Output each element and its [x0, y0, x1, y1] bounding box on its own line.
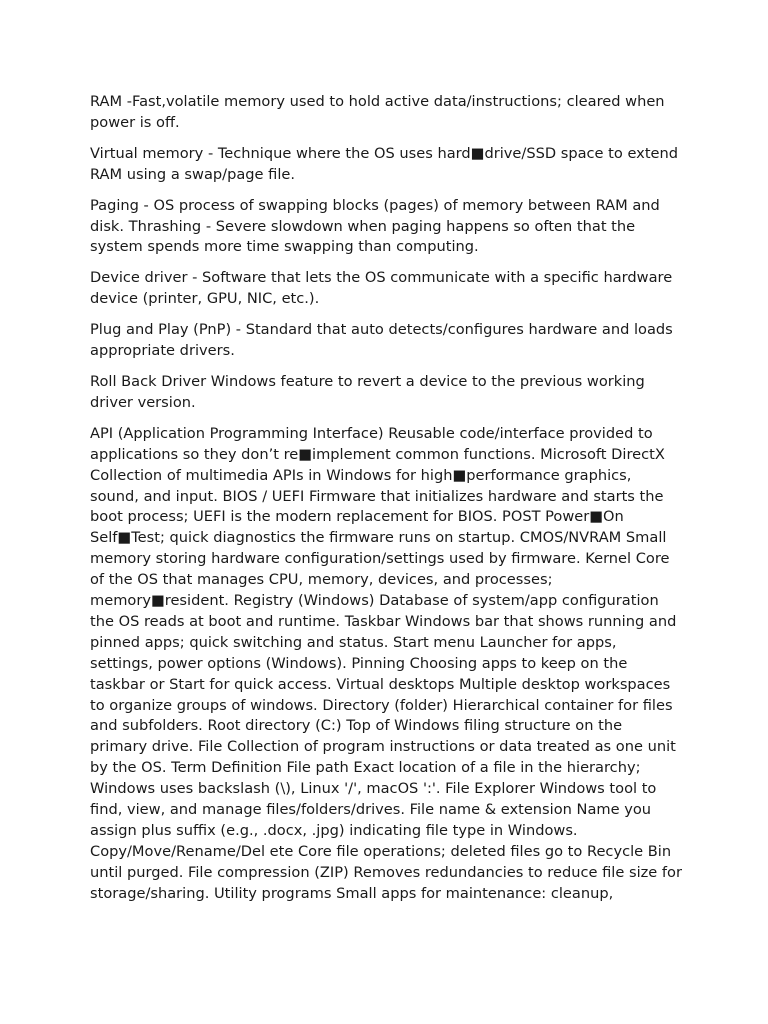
- paragraph-device-driver: Device driver - Software that lets the OS communicate with a specific hardware device (printer, GPU, NIC, etc.).: [90, 269, 673, 308]
- paragraph-plug-and-play: Plug and Play (PnP) - Standard that auto detects/configures hardware and loads appropriate drivers.: [90, 321, 673, 360]
- paragraph-glossary: API (Application Programming Interface) Reusable code/interface provided to applications so they don’t re■implement common functions. Microsoft DirectX Collection of multimedia APIs in Windows for high■performance graphics, sound, and input. BIOS / UEFI Firmware that initializes hardware and starts the boot process; UEFI is the modern replacement for BIOS. POST Power■On Self■Test; quick diagnostics the firmware runs on startup. CMOS/NVRAM Small memory storing hardware configuration/settings used by firmware. Kernel Core of the OS that manages CPU, memory, devices, and processes; memory■resident. Registry (Windows) Database of system/app configuration the OS reads at boot and runtime. Taskbar Windows bar that shows running and pinned apps; quick switching and status. Start menu Launcher for apps, settings, power options (Windows). Pinning Choosing apps to keep on the taskbar or Start for quick access. Virtual desktops Multiple desktop workspaces to organize groups of windows. Directory (folder) Hierarchical container for files and subfolders. Root directory (C:) Top of Windows filing structure on the primary drive. File Collection of program instructions or data treated as one unit by the OS. Term Definition File path Exact location of a file in the hierarchy; Windows uses backslash (\), Linux '/', macOS ':'. File Explorer Windows tool to find, view, and manage files/folders/drives. File name & extension Name you assign plus suffix (e.g., .docx, .jpg) indicating file type in Windows. Copy/Move/Rename/Del ete Core file operations; deleted files go to Recycle Bin until purged. File compression (ZIP) Removes redundancies to reduce file size for storage/sharing. Utility programs Small apps for maintenance: cleanup,: [90, 424, 682, 902]
- paragraph-roll-back-driver: Roll Back Driver Windows feature to revert a device to the previous working driver version.: [90, 372, 645, 411]
- paragraph-virtual-memory: Virtual memory - Technique where the OS uses hard■drive/SSD space to extend RAM using a swap/page file.: [90, 144, 679, 183]
- paragraph-paging: Paging - OS process of swapping blocks (pages) of memory between RAM and disk. Thrashing - Severe slowdown when paging happens so often that the system spends more time swapping than computing.: [90, 196, 660, 256]
- document-body: [90, 92, 682, 915]
- paragraph-ram: RAM -Fast,volatile memory used to hold active data/instructions; cleared when power is off.: [90, 93, 665, 131]
